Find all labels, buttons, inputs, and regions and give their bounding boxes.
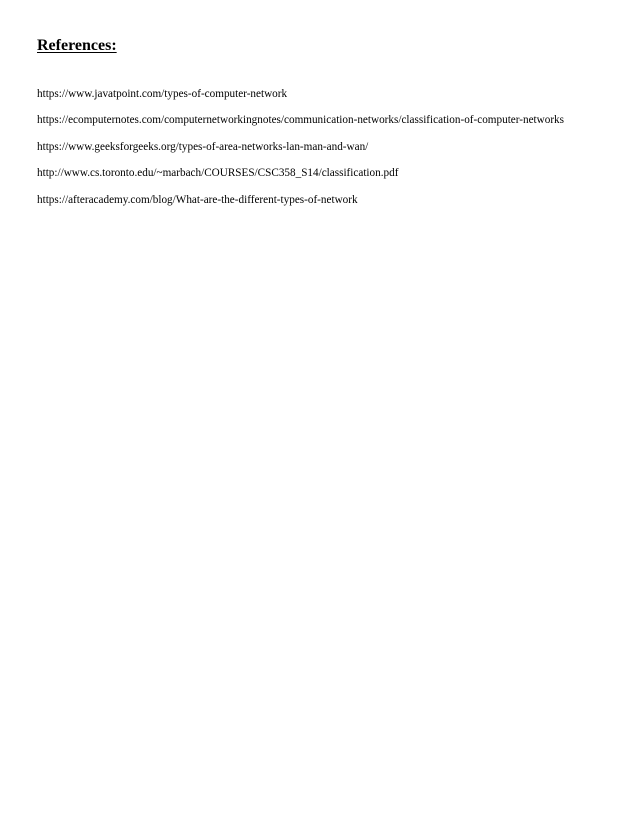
references-heading: References:: [37, 37, 117, 54]
reference-list: [37, 88, 564, 220]
reference-item: https://afteracademy.com/blog/What-are-the-different-types-of-network: [37, 193, 358, 206]
reference-item: https://www.geeksforgeeks.org/types-of-area-networks-lan-man-and-wan/: [37, 140, 369, 153]
reference-item: https://www.javatpoint.com/types-of-computer-network: [37, 88, 288, 100]
reference-item: https://ecomputernotes.com/computernetworkingnotes/communication-networks/classification-of-computer-networks: [37, 114, 565, 127]
reference-item: http://www.cs.toronto.edu/~marbach/COURSES/CSC358_S14/classification.pdf: [37, 167, 399, 180]
